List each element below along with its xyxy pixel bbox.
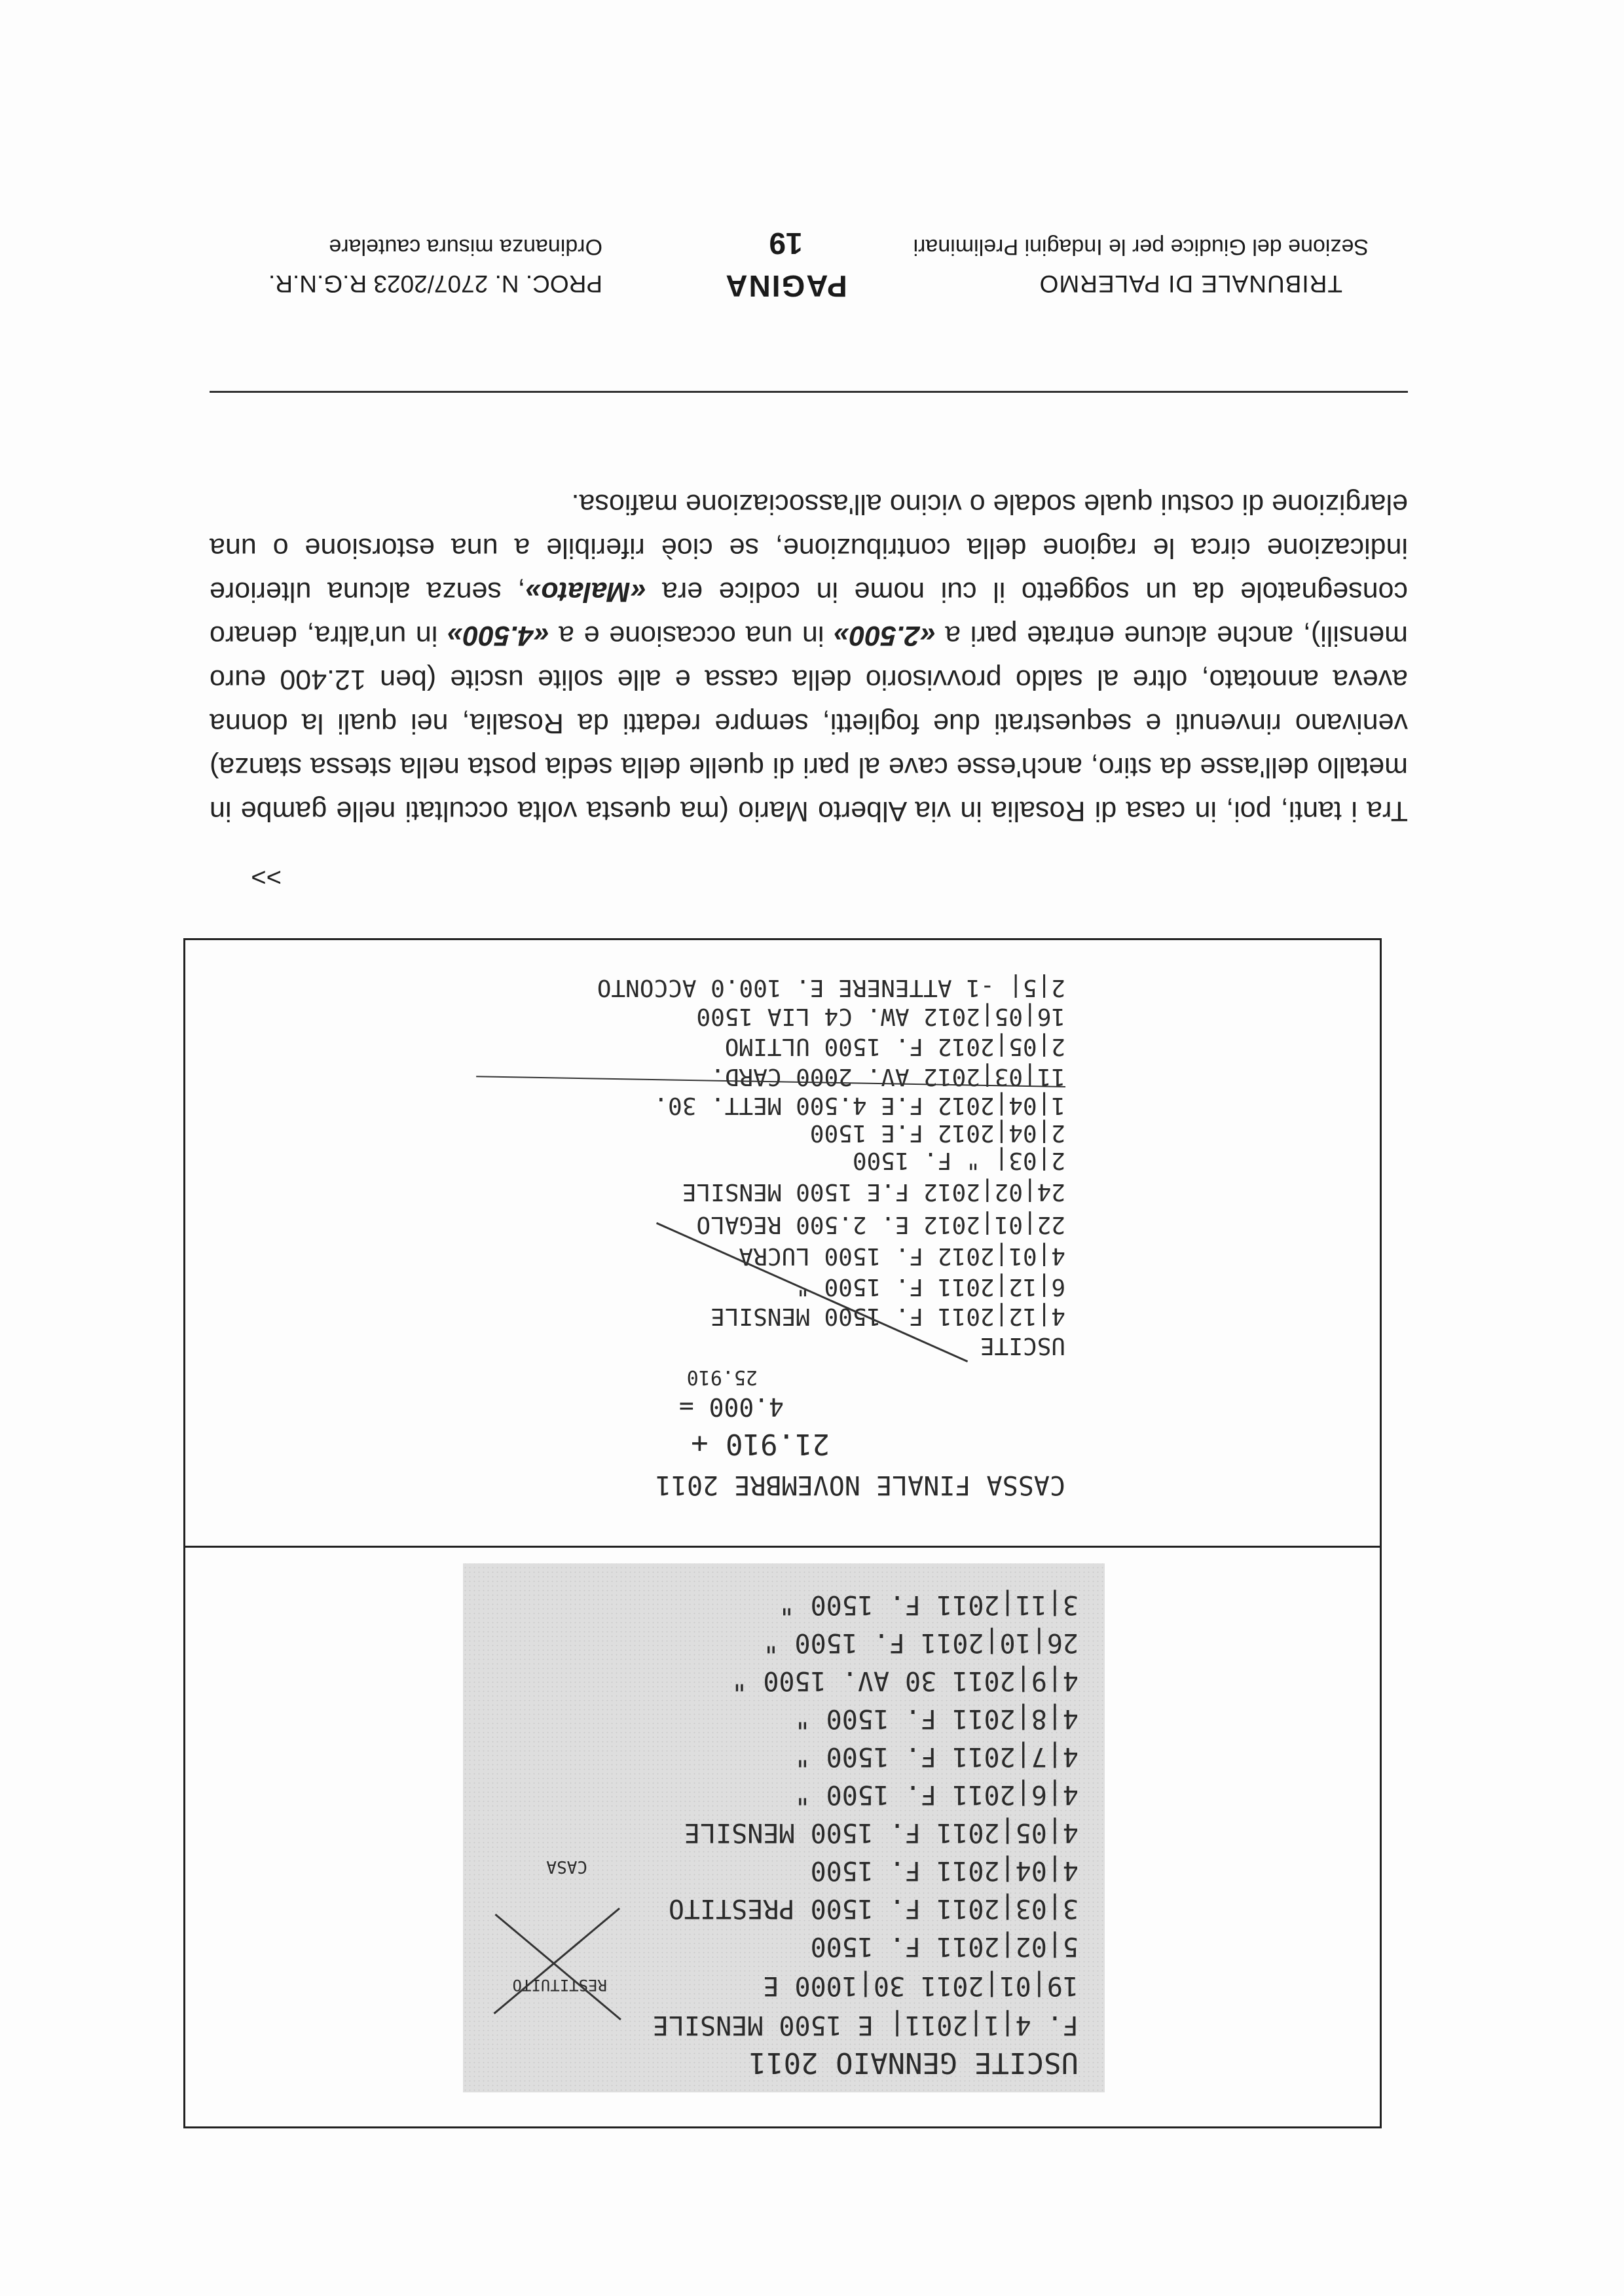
cash-addition: 4.000 = bbox=[678, 1393, 784, 1421]
note-line: 2|03| " F. 1500 bbox=[852, 1147, 1065, 1174]
note-line: 4|9|2011 30 AV. 1500 " bbox=[731, 1666, 1079, 1696]
note-line: 3|03|2011 F. 1500 PRESTITO bbox=[668, 1893, 1079, 1923]
note-line: 3|11|2011 F. 1500 " bbox=[779, 1590, 1079, 1620]
proceeding-number: PROC. N. 2707/2023 R.G.N.R. bbox=[268, 270, 602, 297]
note-line: 11|03|2012 AV. 2000 CARD. bbox=[710, 1063, 1065, 1090]
note-line: 4|04|2011 F. 1500 bbox=[810, 1855, 1079, 1886]
note-line: 1|04|2012 F.E 4.500 METT. 30. bbox=[654, 1092, 1065, 1119]
strike-line bbox=[494, 1908, 620, 2014]
note-line: 4|12|2011 F. 1500 MENSILE bbox=[710, 1303, 1065, 1330]
header-rule bbox=[210, 391, 1408, 393]
cell-uscite-gennaio bbox=[185, 1548, 1380, 2126]
para-part-3: in un'altra, denaro consegnatole da un soggetto il cui nome in codice era bbox=[210, 576, 1408, 651]
evidence-table bbox=[183, 938, 1382, 2128]
note-line: 26|10|2011 F. 1500 " bbox=[763, 1628, 1079, 1658]
note-line: 4|6|2011 F. 1500 " bbox=[794, 1779, 1079, 1810]
pagina-label: PAGINA bbox=[724, 269, 847, 303]
note-line: 2|04|2012 F.E 1500 bbox=[809, 1120, 1065, 1146]
court-name: TRIBUNALE DI PALERMO bbox=[1039, 270, 1342, 297]
court-section: Sezione del Giudice per le Indagini Preliminari bbox=[913, 234, 1369, 259]
amount-4500: «4.500» bbox=[447, 620, 549, 651]
body-paragraph bbox=[210, 482, 1408, 833]
note-cassa-finale bbox=[411, 970, 1065, 1506]
note-line: 4|8|2011 F. 1500 " bbox=[794, 1704, 1079, 1734]
cash-subtotal: 25.910 bbox=[686, 1366, 758, 1389]
amount-2500: «2.500» bbox=[834, 620, 936, 651]
note-line: 2|5| -1 ATTENERE E. 100.0 ACCONTO bbox=[597, 974, 1065, 1001]
note-line: 4|01|2012 F. 1500 LUCRA bbox=[739, 1243, 1065, 1269]
code-name-malato: «Malato» bbox=[525, 576, 646, 608]
document-type: Ordinanza misura cautelare bbox=[329, 234, 602, 259]
note-line: USCITE bbox=[980, 1332, 1065, 1359]
continuation-marker: >> bbox=[251, 863, 282, 892]
cash-total: 21.910 + bbox=[691, 1427, 830, 1461]
note-title: USCITE GENNAIO 2011 bbox=[748, 2046, 1079, 2079]
note-line: F. 4|1|2011| E 1500 MENSILE bbox=[652, 2010, 1079, 2040]
cell-cassa-finale bbox=[185, 938, 1380, 1546]
note-line: 4|7|2011 F. 1500 " bbox=[794, 1741, 1079, 1772]
note-title: CASSA FINALE NOVEMBRE 2011 bbox=[655, 1470, 1065, 1500]
note-annotation: RESTITUITO bbox=[512, 1976, 607, 1994]
note-line: 22|01|2012 E. 2.500 REGALO bbox=[696, 1211, 1065, 1238]
para-part-1: Tra i tanti, poi, in casa di Rosalia in via Alberto Mario (ma questa volta occultati nelle gambe in metallo dell'asse da stiro, anch'esse cave al pari di quelle della sedia posta nella stessa stanza) venivano rinvenuti e sequestrati due foglietti, sempre redatti da Rosalia, nei quali la donna aveva annotato, oltre al saldo provvisorio della cassa e alle solite uscite (ben 12.400 euro mensili), anche alcune entrate pari a bbox=[210, 620, 1408, 827]
note-line: 6|12|2011 F. 1500 " bbox=[796, 1273, 1065, 1300]
note-line: 16|05|2012 AW. C4 LIA 1500 bbox=[696, 1003, 1065, 1030]
note-line: 5|02|2011 F. 1500 bbox=[810, 1931, 1079, 1961]
note-line: 24|02|2012 F.E 1500 MENSILE bbox=[682, 1178, 1065, 1205]
strike-line bbox=[494, 1914, 621, 2020]
note-annotation: CASA bbox=[546, 1857, 587, 1876]
note-line: 19|01|2011 30|1000 E bbox=[763, 1971, 1079, 2001]
page-number: 19 bbox=[769, 227, 803, 261]
photo-note-gennaio bbox=[463, 1563, 1105, 2092]
para-part-2: in una occasione e a bbox=[549, 620, 834, 651]
note-line: 2|05|2012 F. 1500 ULTIMO bbox=[724, 1033, 1065, 1060]
para-part-4: , senza alcuna ulteriore indicazione circa le ragione della contribuzione, se cioè riferibile a una estorsione o una elargizione di costui quale sodale o vicino all'associazione mafiosa. bbox=[210, 488, 1408, 608]
note-line: 4|05|2011 F. 1500 MENSILE bbox=[684, 1817, 1079, 1848]
